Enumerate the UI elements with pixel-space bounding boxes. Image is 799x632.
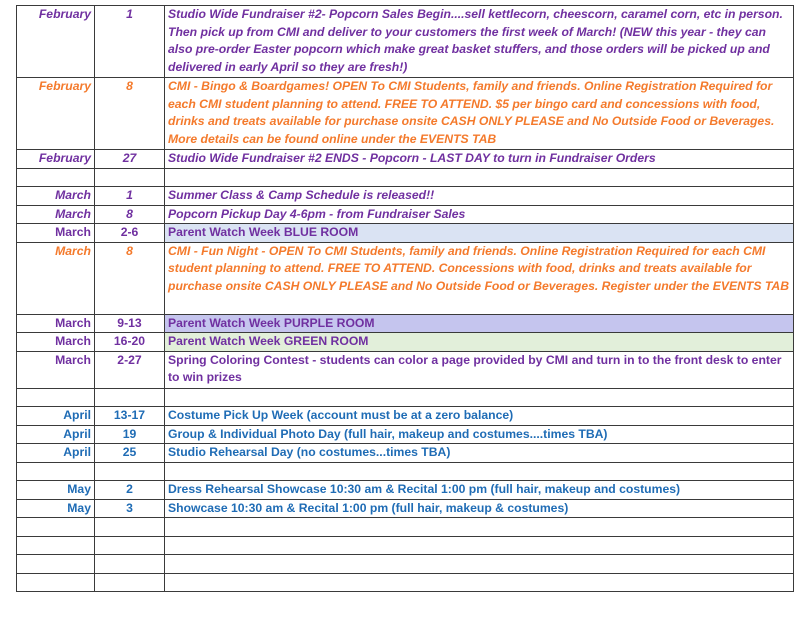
event-cell[interactable]	[165, 168, 794, 187]
day-cell[interactable]	[95, 462, 165, 481]
table-row	[17, 351, 794, 388]
day-cell[interactable]: 2-27	[95, 351, 165, 388]
event-cell[interactable]	[165, 573, 794, 592]
month-cell[interactable]	[17, 388, 95, 407]
event-cell[interactable]: Parent Watch Week GREEN ROOM	[165, 333, 794, 352]
month-cell[interactable]: March	[17, 205, 95, 224]
table-row	[17, 187, 794, 206]
month-cell[interactable]: February	[17, 150, 95, 169]
calendar-table	[16, 5, 794, 592]
table-row	[17, 481, 794, 500]
table-row	[17, 425, 794, 444]
month-cell[interactable]	[17, 168, 95, 187]
day-cell[interactable]: 19	[95, 425, 165, 444]
day-cell[interactable]: 8	[95, 205, 165, 224]
table-row	[17, 518, 794, 537]
event-cell[interactable]: CMI - Fun Night - OPEN To CMI Students, family and friends. Online Registration Required for each CMI student planning to attend. FREE TO ATTEND. Concessions with food, drinks and treats available for purchase onsite CASH ONLY PLEASE and No Outside Food or Beverages. Register under the EVENTS TAB	[165, 242, 794, 314]
event-cell[interactable]: Spring Coloring Contest - students can color a page provided by CMI and turn in to the front desk to enter to win prizes	[165, 351, 794, 388]
month-cell[interactable]	[17, 555, 95, 574]
month-cell[interactable]: February	[17, 78, 95, 150]
event-cell[interactable]: Showcase 10:30 am & Recital 1:00 pm (full hair, makeup & costumes)	[165, 499, 794, 518]
event-cell[interactable]	[165, 555, 794, 574]
day-cell[interactable]	[95, 388, 165, 407]
day-cell[interactable]: 1	[95, 6, 165, 78]
month-cell[interactable]	[17, 536, 95, 555]
table-row	[17, 555, 794, 574]
day-cell[interactable]: 16-20	[95, 333, 165, 352]
calendar-body	[17, 6, 794, 592]
month-cell[interactable]: March	[17, 187, 95, 206]
day-cell[interactable]	[95, 168, 165, 187]
day-cell[interactable]: 2-6	[95, 224, 165, 243]
event-cell[interactable]: Summer Class & Camp Schedule is released!!	[165, 187, 794, 206]
table-row	[17, 407, 794, 426]
table-row	[17, 168, 794, 187]
table-row	[17, 150, 794, 169]
month-cell[interactable]: April	[17, 407, 95, 426]
event-cell[interactable]: Popcorn Pickup Day 4-6pm - from Fundraiser Sales	[165, 205, 794, 224]
event-cell[interactable]: CMI - Bingo & Boardgames! OPEN To CMI Students, family and friends. Online Registration Required for each CMI student planning to attend. FREE TO ATTEND. $5 per bingo card and concessions with food, drinks and treats available for purchase onsite CASH ONLY PLEASE and No Outside Food or Beverages. More details can be found online under the EVENTS TAB	[165, 78, 794, 150]
month-cell[interactable]: March	[17, 242, 95, 314]
table-row	[17, 573, 794, 592]
event-cell[interactable]	[165, 518, 794, 537]
month-cell[interactable]: April	[17, 444, 95, 463]
day-cell[interactable]	[95, 518, 165, 537]
table-row	[17, 224, 794, 243]
event-cell[interactable]: Studio Rehearsal Day (no costumes...times TBA)	[165, 444, 794, 463]
table-row	[17, 462, 794, 481]
table-row	[17, 536, 794, 555]
month-cell[interactable]	[17, 462, 95, 481]
day-cell[interactable]	[95, 555, 165, 574]
table-row	[17, 314, 794, 333]
month-cell[interactable]	[17, 518, 95, 537]
event-cell[interactable]: Studio Wide Fundraiser #2 ENDS - Popcorn - LAST DAY to turn in Fundraiser Orders	[165, 150, 794, 169]
day-cell[interactable]: 1	[95, 187, 165, 206]
month-cell[interactable]: March	[17, 314, 95, 333]
month-cell[interactable]: April	[17, 425, 95, 444]
month-cell[interactable]: May	[17, 481, 95, 500]
table-row	[17, 499, 794, 518]
table-row	[17, 444, 794, 463]
day-cell[interactable]: 8	[95, 242, 165, 314]
table-row	[17, 78, 794, 150]
day-cell[interactable]	[95, 536, 165, 555]
day-cell[interactable]: 2	[95, 481, 165, 500]
month-cell[interactable]: March	[17, 351, 95, 388]
table-row	[17, 333, 794, 352]
month-cell[interactable]: February	[17, 6, 95, 78]
event-cell[interactable]: Dress Rehearsal Showcase 10:30 am & Recital 1:00 pm (full hair, makeup and costumes)	[165, 481, 794, 500]
month-cell[interactable]: March	[17, 224, 95, 243]
event-cell[interactable]: Parent Watch Week PURPLE ROOM	[165, 314, 794, 333]
day-cell[interactable]: 9-13	[95, 314, 165, 333]
table-row	[17, 205, 794, 224]
table-row	[17, 388, 794, 407]
event-cell[interactable]: Group & Individual Photo Day (full hair, makeup and costumes....times TBA)	[165, 425, 794, 444]
day-cell[interactable]: 25	[95, 444, 165, 463]
event-cell[interactable]: Studio Wide Fundraiser #2- Popcorn Sales Begin....sell kettlecorn, cheescorn, caramel corn, etc in person. Then pick up from CMI and deliver to your customers the first week of March! (NEW this year - they can also pre-order Easter popcorn which make great basket stuffers, and those orders will be picked up and delivered in early April so they are fresh!)	[165, 6, 794, 78]
month-cell[interactable]	[17, 573, 95, 592]
event-cell[interactable]	[165, 536, 794, 555]
event-cell[interactable]	[165, 388, 794, 407]
event-cell[interactable]	[165, 462, 794, 481]
table-row	[17, 6, 794, 78]
month-cell[interactable]: May	[17, 499, 95, 518]
day-cell[interactable]: 13-17	[95, 407, 165, 426]
day-cell[interactable]: 3	[95, 499, 165, 518]
month-cell[interactable]: March	[17, 333, 95, 352]
event-cell[interactable]: Parent Watch Week BLUE ROOM	[165, 224, 794, 243]
table-row	[17, 242, 794, 314]
day-cell[interactable]: 27	[95, 150, 165, 169]
event-cell[interactable]: Costume Pick Up Week (account must be at a zero balance)	[165, 407, 794, 426]
day-cell[interactable]: 8	[95, 78, 165, 150]
day-cell[interactable]	[95, 573, 165, 592]
